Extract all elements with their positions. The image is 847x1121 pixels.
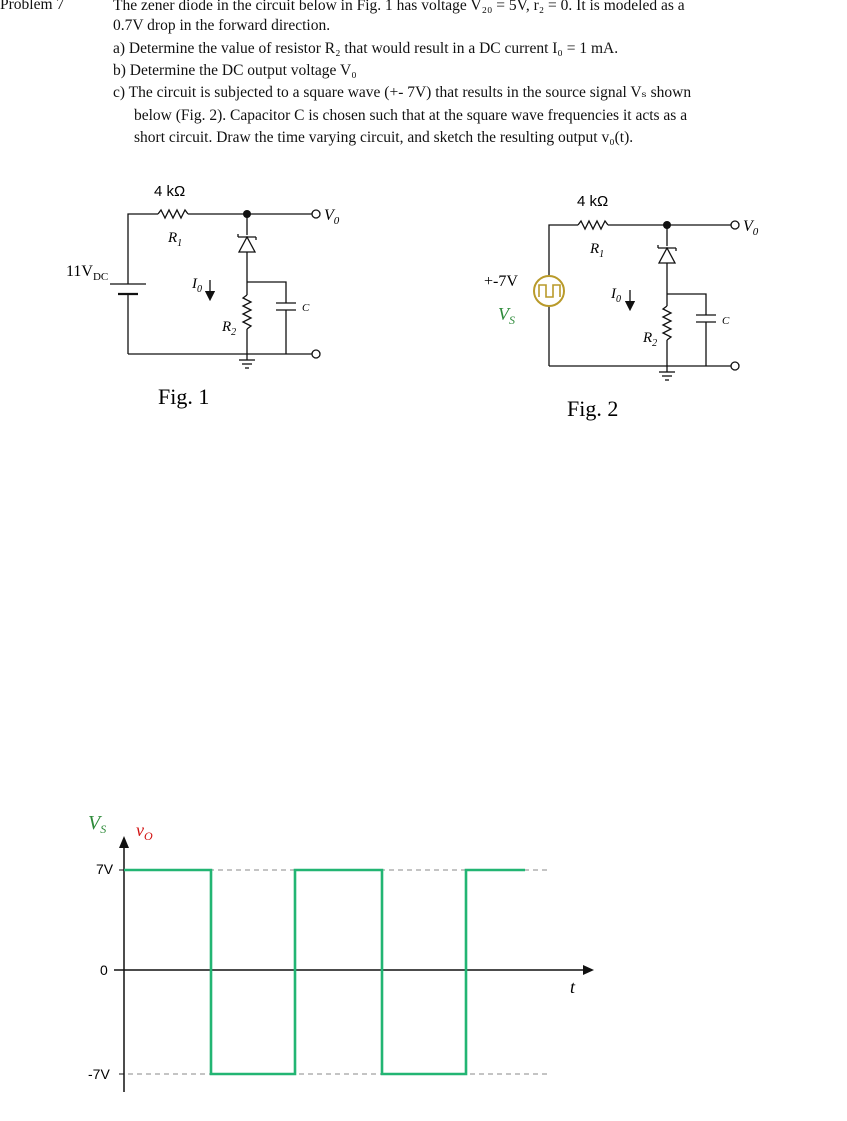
fig1-node-dot xyxy=(243,210,251,218)
fig1-vo-terminal xyxy=(312,210,320,218)
fig2-r1-resistor xyxy=(578,221,608,229)
fig2-vo-terminal xyxy=(731,221,739,229)
fig1-wire-top-left xyxy=(128,214,158,268)
fig1-r1-resistor xyxy=(158,210,188,218)
fig1-r1-label: $R_1$ xyxy=(168,230,183,249)
fig2-node-dot xyxy=(663,221,671,229)
fig2-r2-resistor xyxy=(663,306,671,340)
fig1-current-label: $I_0$ xyxy=(192,276,202,295)
fig2-r1-value: 4 kΩ xyxy=(577,193,609,210)
fig2-square-source xyxy=(534,276,564,306)
graph-vo-label: $v_O$ xyxy=(136,820,153,843)
waveform-graph xyxy=(88,812,594,1092)
fig1-r2-resistor xyxy=(243,295,251,329)
fig2-zener-triangle xyxy=(659,248,675,263)
square-wave-signal xyxy=(124,870,525,1074)
fig2-ground-terminal xyxy=(731,362,739,370)
intro-line-2: 0.7V drop in the forward direction. xyxy=(113,17,331,34)
fig2-current-label: $I_0$ xyxy=(611,286,621,305)
fig1-circuit xyxy=(110,210,320,368)
graph-vs-label: $V_S$ xyxy=(88,812,107,836)
fig1-cap-wire-top xyxy=(247,282,286,303)
fig1-vo-label: $V_0$ xyxy=(324,207,340,227)
fig1-r1-value: 4 kΩ xyxy=(154,183,186,200)
graph-y-arrow xyxy=(119,836,129,848)
fig2-wire-top-left xyxy=(549,225,578,276)
part-c-text-2: below (Fig. 2). Capacitor C is chosen such that at the square wave frequencies it acts as a xyxy=(134,107,688,124)
fig1-source-label: $11V_{DC}$ xyxy=(66,263,109,283)
part-a-text: a) Determine the value of resistor R₂ that would result in a DC current I₀ = 1 mA. xyxy=(113,40,619,57)
tick-label-0: 0 xyxy=(100,962,108,978)
fig1-zener-triangle xyxy=(239,237,255,252)
tick-label-neg7v: -7V xyxy=(88,1066,110,1082)
fig1-ground-terminal xyxy=(312,350,320,358)
tick-label-7v: 7V xyxy=(96,861,114,877)
part-c-text-3: short circuit. Draw the time varying circuit, and sketch the resulting output v₀(t). xyxy=(134,129,634,146)
intro-line-1: The zener diode in the circuit below in Fig. 1 has voltage V₂₀ = 5V, r₂ = 0. It is modeled as a xyxy=(113,0,685,14)
fig2-vo-label: $V_0$ xyxy=(743,218,759,238)
fig2-cap-wire-top xyxy=(667,294,706,315)
fig2-vs-label: $V_S$ xyxy=(498,304,515,327)
graph-x-arrow xyxy=(583,965,594,975)
fig2-cap-label: C xyxy=(722,315,730,327)
fig2-r2-label: $R_2$ xyxy=(643,330,658,349)
fig2-caption: Fig. 2 xyxy=(567,396,619,421)
part-b-text: b) Determine the DC output voltage V₀ xyxy=(113,62,357,79)
part-c-text-1: c) The circuit is subjected to a square wave (+- 7V) that results in the source signal Vₛ shown xyxy=(113,84,692,101)
fig1-cap-label: C xyxy=(302,302,310,314)
fig2-circuit xyxy=(549,221,739,380)
fig2-r1-label: $R_1$ xyxy=(590,241,605,260)
fig1-r2-label: $R_2$ xyxy=(222,319,237,338)
fig2-amp-label: +-7V xyxy=(484,273,518,290)
fig1-caption: Fig. 1 xyxy=(158,384,210,409)
problem-number: Problem 7 xyxy=(0,0,65,13)
graph-t-label: t xyxy=(570,977,576,997)
